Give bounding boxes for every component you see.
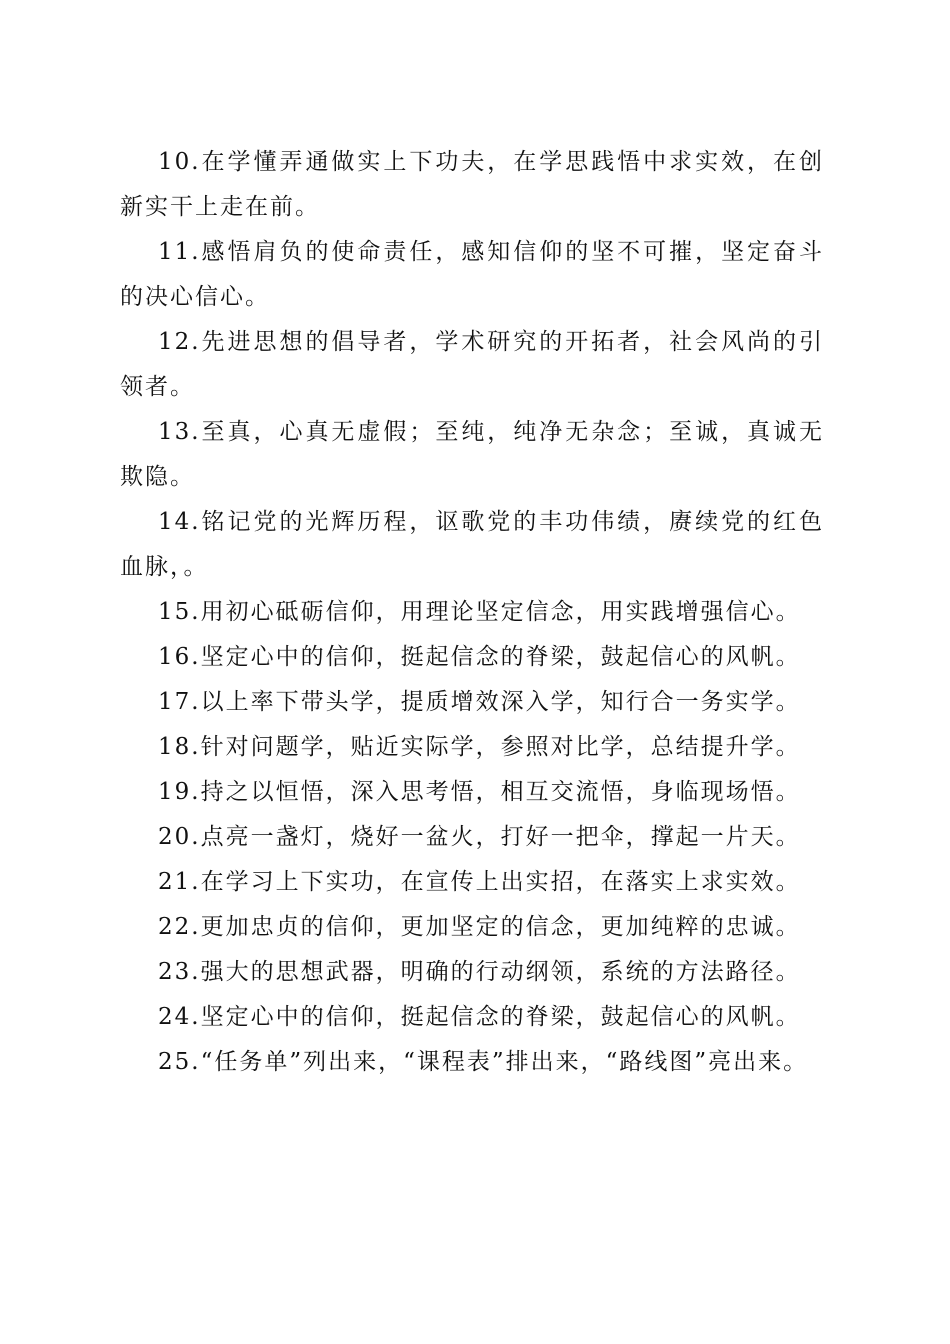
list-item: 22.更加忠贞的信仰，更加坚定的信念，更加纯粹的忠诚。: [158, 914, 801, 940]
list-item: 20.点亮一盏灯，烧好一盆火，打好一把伞，撑起一片天。: [158, 824, 801, 850]
list-item: 12.先进思想的倡导者，学术研究的开拓者，社会风尚的引领者。: [120, 329, 824, 400]
list-item: 23.强大的思想武器，明确的行动纲领，系统的方法路径。: [158, 959, 801, 985]
document-body: [120, 140, 824, 1085]
list-item: 16.坚定心中的信仰，挺起信念的脊梁，鼓起信心的风帆。: [158, 644, 801, 670]
list-item: 14.铭记党的光辉历程，讴歌党的丰功伟绩，赓续党的红色血脉，。: [120, 509, 824, 580]
list-item: 13.至真，心真无虚假；至纯，纯净无杂念；至诚，真诚无欺隐。: [120, 419, 824, 490]
list-item: 15.用初心砥砺信仰，用理论坚定信念，用实践增强信心。: [158, 599, 801, 625]
list-item: 18.针对问题学，贴近实际学，参照对比学，总结提升学。: [158, 734, 801, 760]
list-item: 10.在学懂弄通做实上下功夫，在学思践悟中求实效，在创新实干上走在前。: [120, 149, 824, 220]
list-item: 17.以上率下带头学，提质增效深入学，知行合一务实学。: [158, 689, 801, 715]
list-item: 11.感悟肩负的使命责任，感知信仰的坚不可摧，坚定奋斗的决心信心。: [120, 239, 824, 310]
list-item: 19.持之以恒悟，深入思考悟，相互交流悟，身临现场悟。: [158, 779, 801, 805]
list-item: 25.“任务单”列出来，“课程表”排出来，“路线图”亮出来。: [158, 1049, 809, 1075]
list-item: 24.坚定心中的信仰，挺起信念的脊梁，鼓起信心的风帆。: [158, 1004, 801, 1030]
list-item: 21.在学习上下实功，在宣传上出实招，在落实上求实效。: [158, 869, 801, 895]
